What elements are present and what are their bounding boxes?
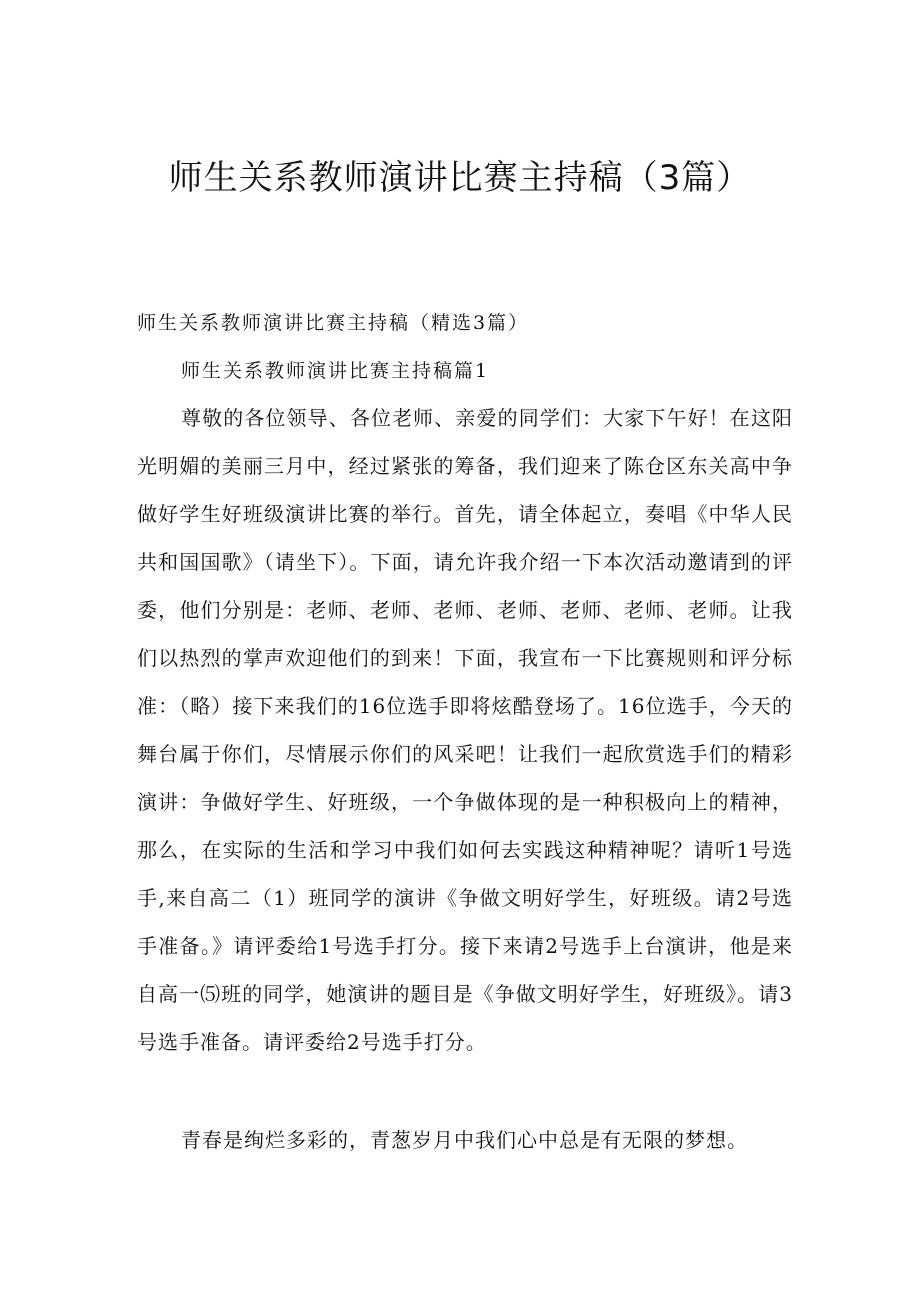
document-title: 师生关系教师演讲比赛主持稿（3篇） bbox=[168, 158, 752, 198]
document-subtitle: 师生关系教师演讲比赛主持稿（精选3篇） bbox=[137, 312, 530, 334]
body-paragraph-2: 青春是绚烂多彩的，青葱岁月中我们心中总是有无限的梦想。 bbox=[181, 1128, 748, 1152]
body-paragraph-1: 尊敬的各位领导、各位老师、亲爱的同学们：大家下午好！在这阳光明媚的美丽三月中，经过紧张的筹备，我们迎来了陈仓区东关高中争做好学生好班级演讲比赛的举行。首先，请全体起立，奏唱《中华人民共和国国歌》（请坐下）。下面，请允许我介绍一下本次活动邀请到的评委，他们分别是：老师、老师、老师、老师、老师、老师、老师。让我们以热烈的掌声欢迎他们的到来！下面，我宣布一下比赛规则和评分标准：（略）接下来我们的16位选手即将炫酷登场了。16位选手，今天的舞台属于你们，尽情展示你们的风采吧！让我们一起欣赏选手们的精彩演讲：争做好学生、好班级，一个争做体现的是一种积极向上的精神，那么，在实际的生活和学习中我们如何去实践这种精神呢？请听1号选手,来自高二（1）班同学的演讲《争做文明好学生，好班级。请2号选手准备。》请评委给1号选手打分。接下来请2号选手上台演讲，他是来自高一⑸班的同学，她演讲的题目是《争做文明好学生，好班级》。请3号选手准备。请评委给2号选手打分。 bbox=[137, 406, 793, 1054]
section-heading: 师生关系教师演讲比赛主持稿篇1 bbox=[181, 360, 490, 382]
